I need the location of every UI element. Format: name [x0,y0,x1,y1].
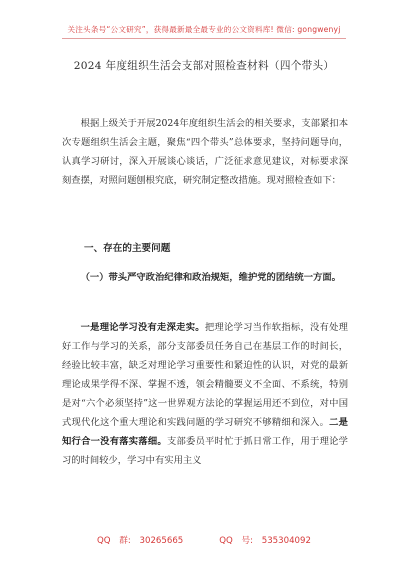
subsection-heading [62,268,348,287]
footer-qq-group: QQ 群: 30265665 [97,536,184,546]
intro-text: 根据上级关于开展2024年度组织生活会的相关要求，支部紧扣本次专题组织生活会主题，聚焦“四个带头”总体要求，坚持问题导向，认真学习研讨，深入开展谈心谈话，广泛征求意见建议，对标要求深刻查摆，对照问题刨根究底，研究制定整改措施。现对照检查如下： [62,118,348,186]
footer-qq-number: QQ 号: 535304092 [219,536,311,546]
subsection-text: （一）带头严守政治纪律和政治规矩，维护党的团结统一方面。 [80,272,341,283]
header-promo-text: 关注头条号“公文研究”，获得最新最全最专业的公文资料库! 微信: gongwenyj [67,25,341,34]
point2-lead: 二是知行合一没有落实落细。 [62,417,348,447]
point-paragraph [62,318,348,470]
footer-contact [0,534,408,546]
header-divider [62,38,346,39]
point1-lead: 一是理论学习没有走深走实。 [80,322,205,333]
point1-text: 把理论学习当作软指标，没有处理好工作与学习的关系，部分支部委员任务自己在基层工作的时间长，经验比较丰富，缺乏对理论学习重要性和紧迫性的认识，对党的最新理论成果学得不深、掌握不透，领会精髓要义不全面、不系统，特别是对“六个必须坚持”这一世界观方法论的掌握运用还不到位，对中国式现代化这个重大理论和实践问题的学习研究不够精细和深入。 [62,322,348,428]
point2-text: 支部委员平时忙于抓日常工作，用于理论学习的时间较少，学习中有实用主义 [62,436,348,466]
problem-points [62,318,348,470]
intro-paragraph [62,114,348,190]
section-heading: 一、存在的主要问题 [84,243,171,254]
document-title: 2024 年度组织生活会支部对照检查材料（四个带头） [73,60,335,72]
